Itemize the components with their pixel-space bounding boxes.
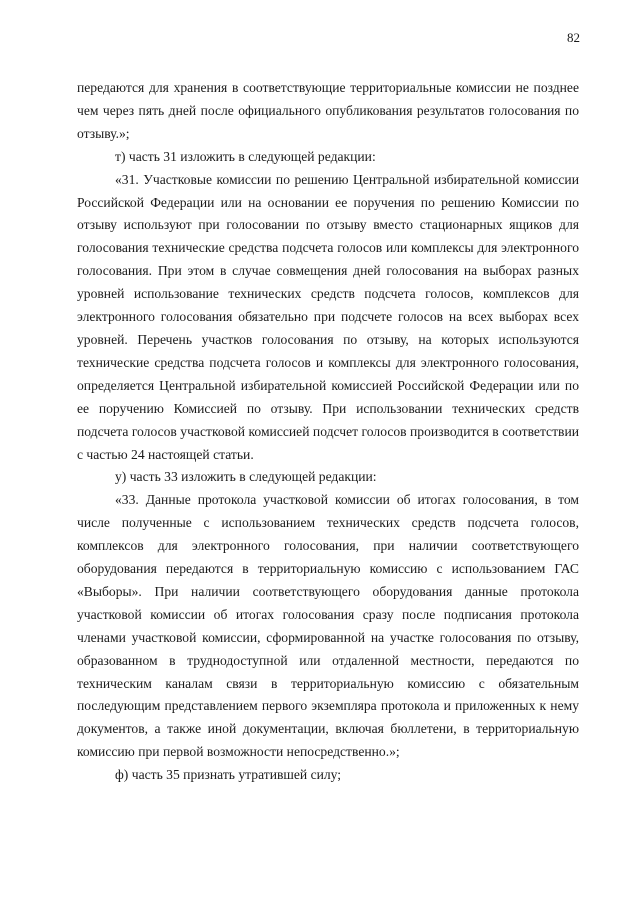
paragraph-item-t: т) часть 31 изложить в следующей редакции: — [115, 148, 376, 164]
paragraph-item-u: у) часть 33 изложить в следующей редакции: — [115, 469, 377, 485]
paragraph-continuation: передаются для хранения в соответствующие территориальные комиссии не позднее чем через пять дней после официального опубликования результатов голосования по отзыву.»; — [77, 80, 579, 141]
paragraph-part-31: «31. Участковые комиссии по решению Центральной избирательной комиссии Российской Федерации или на основании ее поручения по решению Комиссии по отзыву используют при голосовании по отзыву вместо стационарных ящиков для голосования технические средства подсчета голосов или комплексы для электронного голосования. При этом в случае совмещения дней голосования на выборах разных уровней использование технических средств подсчета голосов, комплексов для электронного голосования обязательно при подсчете голосов на всех выборах всех уровней. Перечень участков голосования по отзыву, на которых используются технические средства подсчета голосов и комплексы для электронного голосования, определяется Центральной избирательной комиссией Российской Федерации или по ее поручению Комиссией по отзыву. При использовании технических средств подсчета голосов участковой комиссией подсчет голосов производится в соответствии с частью 24 настоящей статьи. — [77, 171, 579, 462]
paragraph-part-33: «33. Данные протокола участковой комиссии об итогах голосования, в том числе полученные с использованием технических средств подсчета голосов, комплексов для электронного голосования, при наличии соответствующего оборудования передаются в территориальную комиссию с использованием ГАС «Выборы». При наличии соответствующего оборудования данные протокола участковой комиссии об итогах голосования сразу после подписания протокола членами участковой комиссии, сформированной на участке голосования по отзыву, образованном в труднодоступной или отдаленной местности, передаются по техническим каналам связи в территориальную комиссию с обязательным последующим представлением первого экземпляра протокола и приложенных к нему документов, а также иной документации, включая бюллетени, в территориальную комиссию при первой возможности непосредственно.»; — [77, 492, 579, 760]
page-number: 82 — [567, 30, 580, 45]
paragraph-item-f: ф) часть 35 признать утратившей силу; — [115, 767, 342, 783]
document-body — [77, 77, 579, 787]
